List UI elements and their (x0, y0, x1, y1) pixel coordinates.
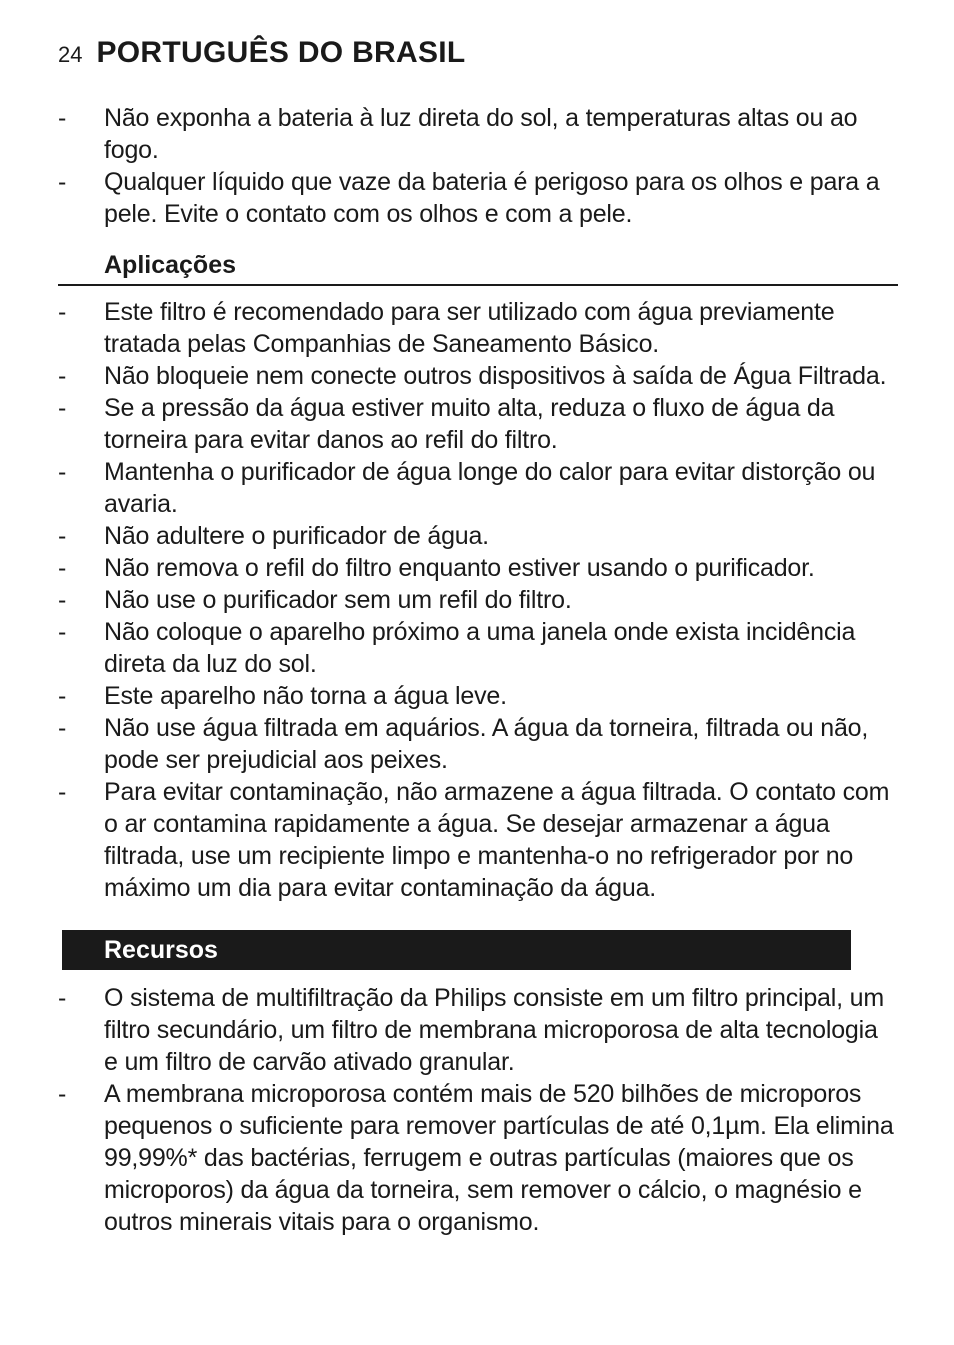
page-content (58, 102, 898, 1238)
intro-list (58, 102, 898, 230)
bullet-dash: - (58, 1080, 67, 1108)
bullet-dash: - (58, 168, 67, 196)
list-item: - Não use água filtrada em aquários. A água da torneira, filtrada ou não, pode ser prejudicial aos peixes. (58, 714, 869, 774)
bullet-dash: - (58, 554, 67, 582)
page-header (58, 36, 466, 70)
list-item: - Se a pressão da água estiver muito alta, reduza o fluxo de água da torneira para evitar danos ao refil do filtro. (58, 394, 835, 454)
list-item: - Este aparelho não torna a água leve. (58, 682, 507, 710)
section-heading-aplicacoes: Aplicações (58, 248, 898, 286)
bullet-dash: - (58, 522, 67, 550)
recursos-list (58, 982, 898, 1238)
list-item: - Não coloque o aparelho próximo a uma janela onde exista incidência direta da luz do sol. (58, 618, 856, 678)
list-item: - Não bloqueie nem conecte outros dispositivos à saída de Água Filtrada. (58, 362, 887, 390)
bullet-dash: - (58, 586, 67, 614)
bullet-dash: - (58, 458, 67, 486)
list-item: - A membrana microporosa contém mais de 520 bilhões de microporos pequenos o suficiente para remover partículas de até 0,1µm. Ela elimina 99,99%* das bactérias, ferrugem e outras partículas (maiores que os microporos) da água da torneira, sem remover o cálcio, o magnésio e outros minerais vitais para o organismo. (58, 1080, 894, 1236)
bullet-dash: - (58, 682, 67, 710)
list-item: - Para evitar contaminação, não armazene a água filtrada. O contato com o ar contamina rapidamente a água. Se desejar armazenar a água filtrada, use um recipiente limpo e mantenha-o no refrigerador por no máximo um dia para evitar contaminação da água. (58, 778, 890, 902)
list-item: - Não adultere o purificador de água. (58, 522, 489, 550)
bullet-dash: - (58, 778, 67, 806)
page-number: 24 (58, 42, 83, 67)
bullet-dash: - (58, 298, 67, 326)
list-item: - O sistema de multifiltração da Philips consiste em um filtro principal, um filtro secundário, um filtro de membrana microporosa de alta tecnologia e um filtro de carvão ativado granular. (58, 984, 884, 1076)
list-item: - Não use o purificador sem um refil do filtro. (58, 586, 572, 614)
list-item: - Não remova o refil do filtro enquanto estiver usando o purificador. (58, 554, 815, 582)
bullet-dash: - (58, 618, 67, 646)
bullet-dash: - (58, 984, 67, 1012)
bullet-dash: - (58, 394, 67, 422)
aplicacoes-list (58, 296, 898, 904)
section-heading-recursos: Recursos (62, 930, 851, 970)
list-item: - Mantenha o purificador de água longe do calor para evitar distorção ou avaria. (58, 458, 876, 518)
list-item: - Não exponha a bateria à luz direta do sol, a temperaturas altas ou ao fogo. (58, 104, 858, 164)
bullet-dash: - (58, 104, 67, 132)
page-title: PORTUGUÊS DO BRASIL (96, 36, 466, 69)
list-item: - Qualquer líquido que vaze da bateria é perigoso para os olhos e para a pele. Evite o contato com os olhos e com a pele. (58, 168, 880, 228)
bullet-dash: - (58, 714, 67, 742)
list-item: - Este filtro é recomendado para ser utilizado com água previamente tratada pelas Companhias de Saneamento Básico. (58, 298, 835, 358)
bullet-dash: - (58, 362, 67, 390)
